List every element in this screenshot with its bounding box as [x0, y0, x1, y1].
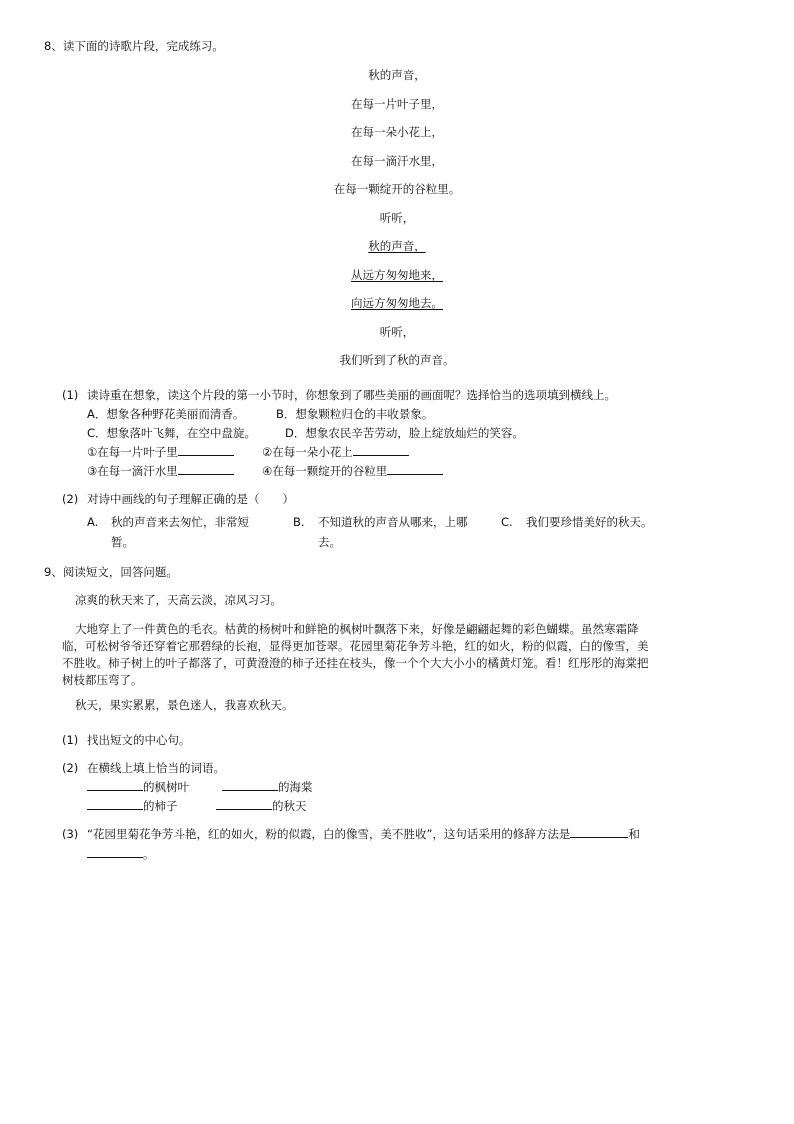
period: 。: [143, 847, 155, 861]
word-fill-2: [222, 780, 313, 794]
fill-label: ②在每一朵小花上: [262, 445, 353, 459]
poem-line: 秋的声音，: [368, 68, 426, 82]
poem-line: 听听，: [379, 325, 415, 339]
word-label: 的枫树叶: [143, 780, 189, 794]
option-a: A．想象各种野花美丽而清香。: [87, 407, 245, 421]
fill-label: ④在每一颗绽开的谷粒里: [262, 464, 388, 478]
q8-p1-question: 读诗重在想象，读这个片段的第一小节时，你想象到了哪些美丽的画面呢？选择恰当的选项填到横线上。: [87, 388, 616, 402]
poem-line-underlined: [0, 296, 794, 310]
passage-line: 树枝都压弯了。: [62, 673, 143, 687]
answer-blank[interactable]: [87, 799, 143, 810]
word-fill-1: [87, 780, 189, 794]
fill-item-4: [262, 464, 443, 478]
answer-blank[interactable]: [216, 799, 272, 810]
q8-p1-number: (1): [62, 388, 79, 402]
fill-label: ①在每一片叶子里: [87, 445, 178, 459]
fill-item-2: [262, 445, 409, 459]
passage-line: 不胜收。柿子树上的叶子都落了，可黄澄澄的柿子还挂在枝头，像一个个大大小小的橘黄灯笼。看！红彤彤的海棠把: [62, 656, 649, 670]
fill-item-3: [87, 464, 234, 478]
answer-blank[interactable]: [178, 445, 234, 456]
choice-c-text[interactable]: 我们要珍惜美好的秋天。: [526, 515, 653, 529]
word-fill-4: [216, 799, 307, 813]
poem-line: 在每一颗绽开的谷粒里。: [333, 182, 461, 196]
choice-a-text[interactable]: 秋的声音来去匆忙，非常短: [111, 515, 249, 529]
passage-line: 大地穿上了一件黄色的毛衣。枯黄的杨树叶和鲜艳的枫树叶飘落下来，好像是翩翩起舞的彩色蝴蝶。虽然寒霜降: [75, 622, 639, 636]
fill-item-1: [87, 445, 234, 459]
q8-heading: 8、读下面的诗歌片段，完成练习。: [44, 39, 224, 53]
q9-p1-question: 找出短文的中心句。: [87, 733, 191, 747]
q9-heading: 9、阅读短文，回答问题。: [44, 565, 178, 579]
fill-label: ③在每一滴汗水里: [87, 464, 178, 478]
poem-line: 在每一滴汗水里，: [351, 154, 443, 168]
q9-p2-number: (2): [62, 761, 79, 775]
option-d: D．想象农民辛苦劳动，脸上绽放灿烂的笑容。: [285, 426, 524, 440]
poem-line-underlined: [0, 239, 794, 253]
underlined-text: 秋的声音，: [368, 239, 426, 253]
poem-line: 在每一朵小花上，: [351, 125, 443, 139]
passage-paragraph-1: 凉爽的秋天来了，天高云淡，凉风习习。: [75, 593, 282, 607]
answer-blank[interactable]: [87, 780, 143, 791]
q9-p2-question: 在横线上填上恰当的词语。: [87, 761, 225, 775]
q9-p3-question: [87, 827, 640, 841]
q9-p3-number: (3): [62, 827, 79, 841]
choice-a-text-cont[interactable]: 暂。: [111, 535, 134, 549]
q8-p2-number: (2): [62, 492, 79, 506]
poem-line-underlined: [0, 268, 794, 282]
answer-blank[interactable]: [87, 847, 143, 858]
q9-p3-cont: [87, 847, 155, 861]
answer-blank[interactable]: [222, 780, 278, 791]
answer-blank[interactable]: [353, 445, 409, 456]
word-fill-3: [87, 799, 178, 813]
choice-b-letter[interactable]: B.: [293, 515, 305, 529]
underlined-text: 向远方匆匆地去。: [351, 296, 443, 310]
choice-b-text-cont[interactable]: 去。: [318, 535, 341, 549]
poem-line: 我们听到了秋的声音。: [339, 353, 455, 367]
choice-b-text[interactable]: 不知道秋的声音从哪来，上哪: [318, 515, 468, 529]
poem-line: 在每一片叶子里，: [351, 97, 443, 111]
conjunction: 和: [628, 827, 640, 841]
word-label: 的柿子: [143, 799, 178, 813]
passage-paragraph-3: 秋天，果实累累，景色迷人，我喜欢秋天。: [75, 698, 294, 712]
word-label: 的秋天: [272, 799, 307, 813]
answer-blank[interactable]: [387, 464, 443, 475]
choice-a-letter[interactable]: A.: [87, 515, 99, 529]
q9-p1-number: (1): [62, 733, 79, 747]
q8-p2-question: 对诗中画线的句子理解正确的是（ ）: [87, 492, 294, 506]
choice-c-letter[interactable]: C.: [501, 515, 513, 529]
answer-blank[interactable]: [178, 464, 234, 475]
word-label: 的海棠: [278, 780, 313, 794]
q9-p3-text: “花园里菊花争芳斗艳，红的如火，粉的似霞，白的像雪，美不胜收”，这句话采用的修辞方法是: [87, 827, 571, 841]
passage-line: 临，可松树爷爷还穿着它那碧绿的长袍，显得更加苍翠。花园里菊花争芳斗艳，红的如火，粉的似霞，白的像雪，美: [62, 639, 649, 653]
option-b: B．想象颗粒归仓的丰收景象。: [276, 407, 434, 421]
underlined-text: 从远方匆匆地来，: [351, 268, 443, 282]
poem-line: 听听，: [379, 211, 415, 225]
option-c: C．想象落叶飞舞，在空中盘旋。: [87, 426, 257, 440]
answer-blank[interactable]: [570, 827, 628, 838]
